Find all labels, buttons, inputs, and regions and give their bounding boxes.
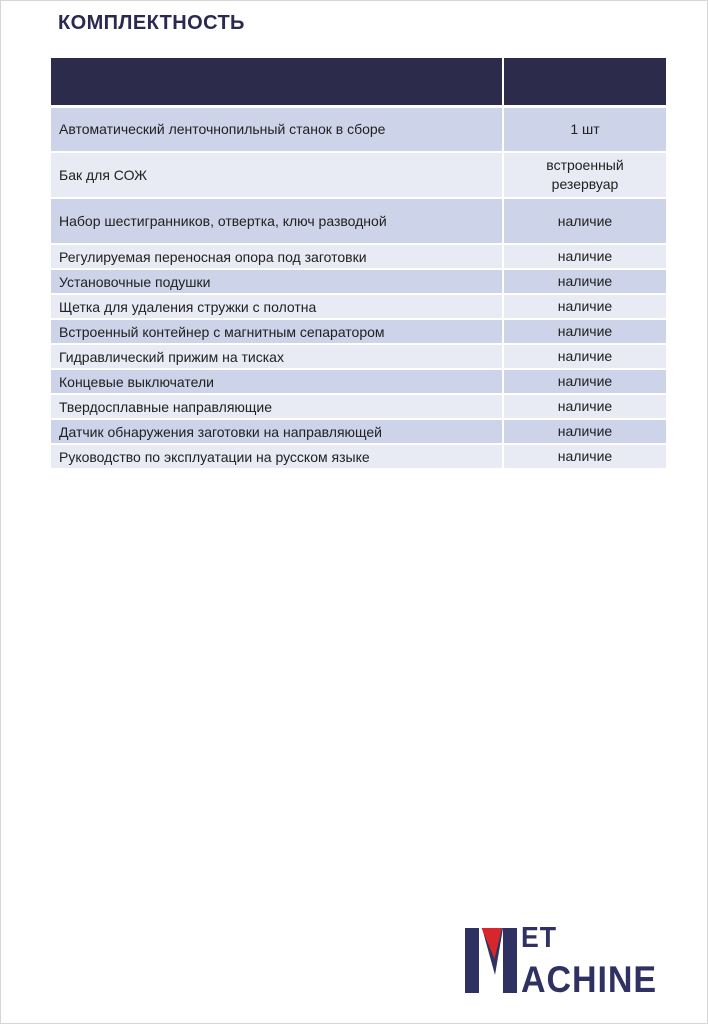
header-cell-value — [503, 58, 666, 106]
table-row — [51, 152, 666, 198]
value-cell: наличие — [503, 319, 666, 344]
item-cell: Датчик обнаружения заготовки на направляющей — [51, 419, 503, 444]
logo-m-icon — [465, 928, 517, 993]
value-cell: наличие — [503, 198, 666, 244]
table-row — [51, 419, 666, 444]
item-cell: Концевые выключатели — [51, 369, 503, 394]
page-title: КОМПЛЕКТНОСТЬ — [58, 12, 245, 34]
table-row — [51, 294, 666, 319]
table-row — [51, 319, 666, 344]
table-row — [51, 369, 666, 394]
logo-text-line1: ET — [521, 922, 557, 954]
item-cell: Гидравлический прижим на тисках — [51, 344, 503, 369]
value-cell: наличие — [503, 444, 666, 469]
item-cell: Руководство по эксплуатации на русском языке — [51, 444, 503, 469]
item-cell: Твердосплавные направляющие — [51, 394, 503, 419]
table-header-row — [51, 58, 666, 106]
equipment-table — [51, 58, 666, 470]
value-cell: наличие — [503, 369, 666, 394]
table-row — [51, 269, 666, 294]
item-cell: Щетка для удаления стружки с полотна — [51, 294, 503, 319]
item-cell: Регулируемая переносная опора под заготовки — [51, 244, 503, 269]
item-cell: Автоматический ленточнопильный станок в сборе — [51, 106, 503, 152]
value-cell: наличие — [503, 394, 666, 419]
item-cell: Встроенный контейнер с магнитным сепаратором — [51, 319, 503, 344]
item-cell: Бак для СОЖ — [51, 152, 503, 198]
table-row — [51, 244, 666, 269]
metmachine-logo — [465, 922, 658, 1000]
value-cell: встроенный резервуар — [503, 152, 666, 198]
table-row — [51, 394, 666, 419]
table-row — [51, 198, 666, 244]
header-cell-item — [51, 58, 503, 106]
value-cell: наличие — [503, 419, 666, 444]
table-row — [51, 106, 666, 152]
value-cell: наличие — [503, 269, 666, 294]
logo-text-line2: ACHINE — [521, 959, 658, 1000]
value-cell: наличие — [503, 294, 666, 319]
value-cell: наличие — [503, 244, 666, 269]
table-row — [51, 444, 666, 469]
item-cell: Установочные подушки — [51, 269, 503, 294]
item-cell: Набор шестигранников, отвертка, ключ разводной — [51, 198, 503, 244]
value-cell: 1 шт — [503, 106, 666, 152]
table-row — [51, 344, 666, 369]
value-cell: наличие — [503, 344, 666, 369]
